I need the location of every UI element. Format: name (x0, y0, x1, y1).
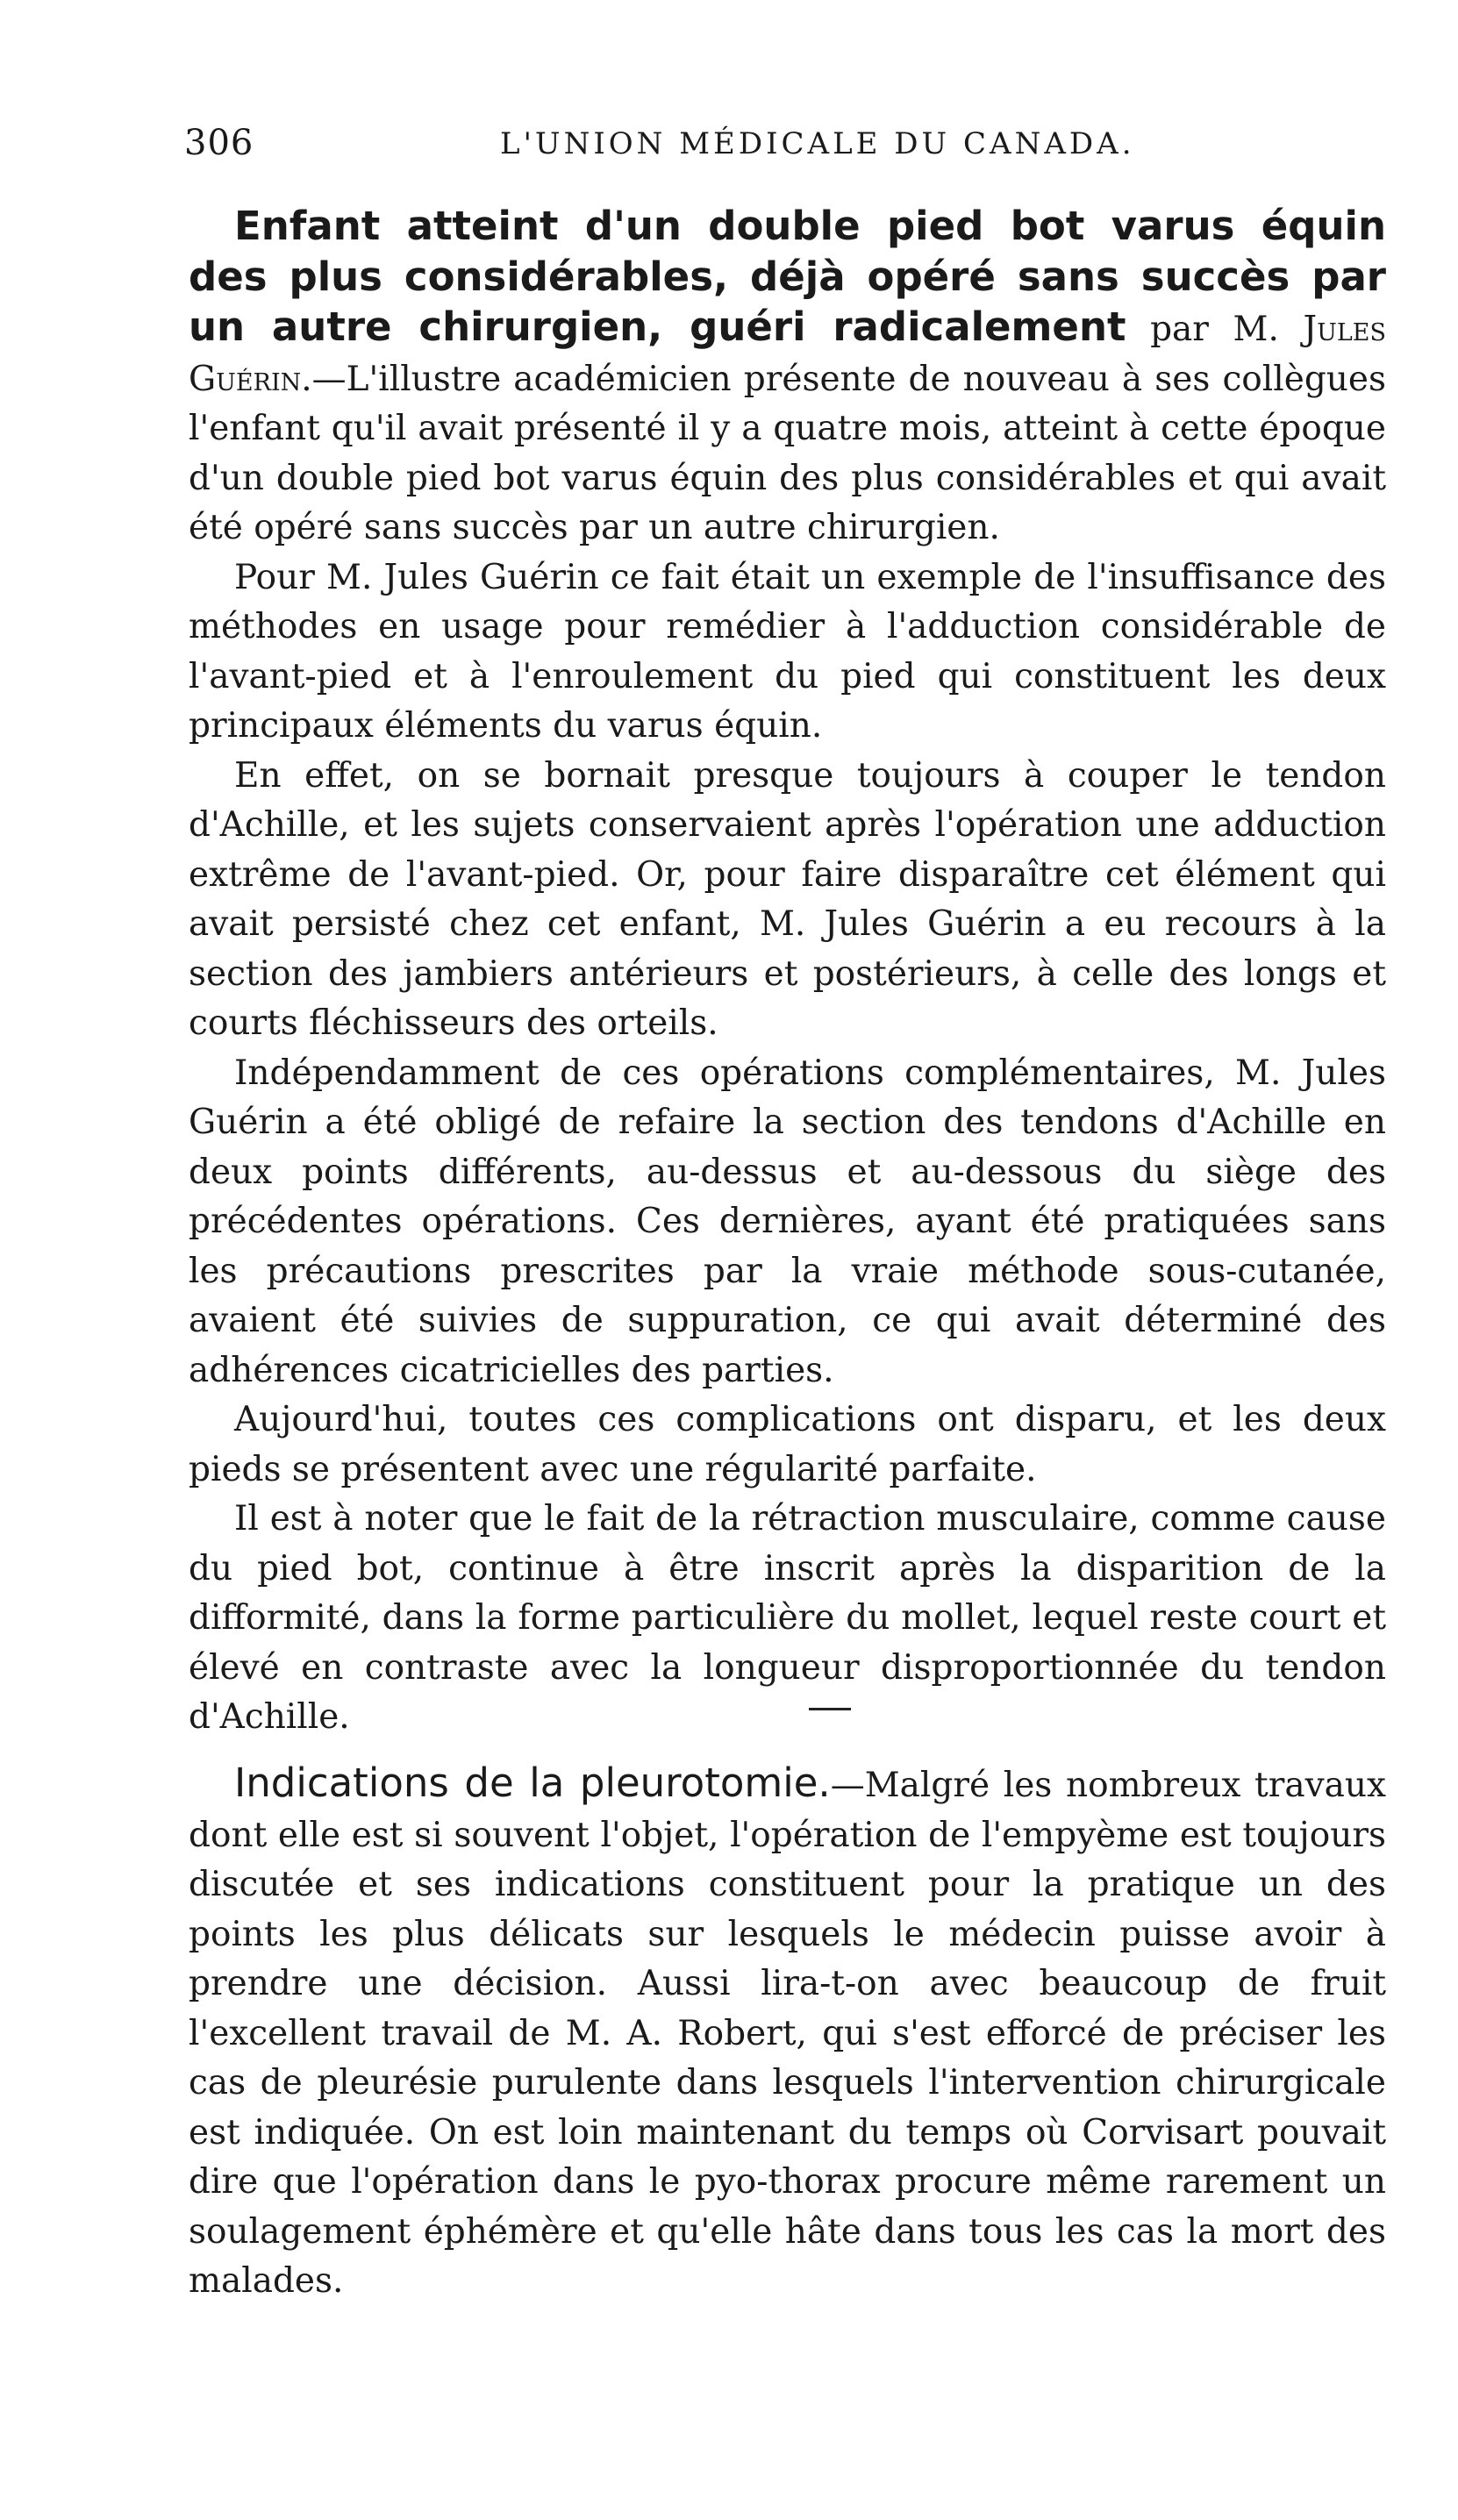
article-headline: Indications de la pleurotomie. (234, 1760, 831, 1806)
article-headline: Enfant atteint d'un double pied bot varus équin des plus considérables, déjà opéré sans succès par un autre chirurgien, guéri radicalement (189, 203, 1386, 350)
section-separator (809, 1708, 851, 1710)
article-paragraph: Aujourd'hui, toutes ces complications ont disparu, et les deux pieds se présentent avec une régularité parfaite. (189, 1400, 1386, 1489)
article-paragraph: Indépendamment de ces opérations complémentaires, M. Jules Guérin a été obligé de refaire la section des tendons d'Achille en deux points différents, au-dessus et au-dessous du siège des précédentes opérations. Ces dernières, ayant été pratiquées sans les précautions prescrites par la vraie méthode sous-cutanée, avaient été suivies de suppuration, ce qui avait déterminé des adhérences cicatricielles des parties. (189, 1053, 1386, 1390)
author-name: Jules Guérin (189, 310, 1386, 399)
article-paragraph: Pour M. Jules Guérin ce fait était un exemple de l'insuffisance des méthodes en usage pour remédier à l'adduction considérable de l'avant-pied et à l'enroulement du pied qui constituent les deux principaux éléments du varus équin. (189, 557, 1386, 746)
page-header (184, 123, 1395, 175)
byline-prefix: par M. (1126, 310, 1304, 349)
page-number: 306 (184, 123, 254, 163)
article-pied-bot (189, 203, 1386, 1743)
paragraph-text: —Malgré les nombreux travaux dont elle est si souvent l'objet, l'opération de l'empyème est toujours discutée et ses indications constituent pour la pratique un des points les plus délicats sur lesquels le médecin puisse avoir à prendre une décision. Aussi lira-t-on avec beaucoup de fruit l'excellent travail de M. A. Robert, qui s'est efforcé de préciser les cas de pleurésie purulente dans lesquels l'intervention chirurgicale est indiquée. On est loin maintenant du temps où Corvisart pouvait dire que l'opération dans le pyo-thorax procure même rarement un soulagement éphémère et qu'elle hâte dans tous les cas la mort des malades. (189, 1766, 1386, 2301)
article-paragraph: Il est à noter que le fait de la rétraction musculaire, comme cause du pied bot, continue à être inscrit après la disparition de la difformité, dans la forme particulière du mollet, lequel reste court et élevé en contraste avec la longueur disproportionnée du tendon d'Achille. (189, 1499, 1386, 1737)
article-paragraph (189, 203, 1386, 553)
article-pleurotomie (189, 1759, 1386, 2307)
paragraph-text: .—L'illustre académicien présente de nouveau à ses collègues l'enfant qu'il avait présenté il y a quatre mois, atteint à cette époque d'un double pied bot varus équin des plus considérables et qui avait été opéré sans succès par un autre chirurgien. (189, 359, 1386, 547)
article-paragraph (189, 1759, 1386, 2307)
running-title: L'UNION MÉDICALE DU CANADA. (500, 126, 1135, 161)
article-paragraph: En effet, on se bornait presque toujours à couper le tendon d'Achille, et les sujets conservaient après l'opération une adduction extrême de l'avant-pied. Or, pour faire disparaître cet élément qui avait persisté chez cet enfant, M. Jules Guérin a eu recours à la section des jambiers antérieurs et postérieurs, à celle des longs et courts fléchisseurs des orteils. (189, 755, 1386, 1043)
